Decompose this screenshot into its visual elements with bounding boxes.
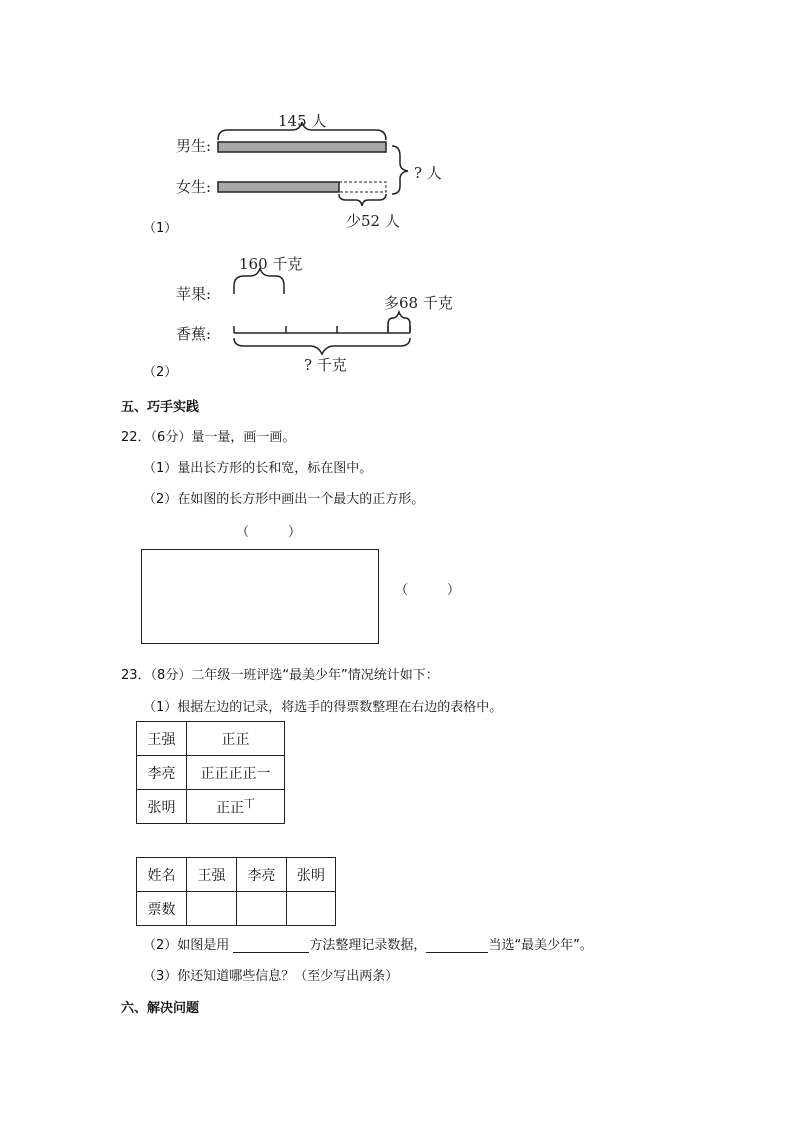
table-row — [137, 756, 285, 790]
vote-count-table — [136, 857, 336, 926]
length-answer-paren: （ ） — [236, 525, 302, 540]
winner-blank[interactable] — [426, 938, 488, 953]
apple-weight-label: 160 千克 — [239, 255, 303, 273]
tally-marks: 正正 — [187, 722, 285, 756]
question-22-sub2: （2）在如图的长方形中画出一个最大的正方形。 — [143, 492, 425, 507]
question-23-sub3: （3）你还知道哪些信息？（至少写出两条） — [143, 969, 399, 984]
boys-label: 男生: — [176, 137, 212, 155]
table-row — [137, 858, 336, 892]
question-22-stem: 22．（6分）量一量，画一画。 — [121, 430, 296, 445]
table-row — [137, 722, 285, 756]
row-votes-label: 票数 — [137, 892, 187, 926]
bar-diagram-1 — [0, 0, 794, 240]
question-23-stem: 23．（8分）二年级一班评选“最美少年”情况统计如下： — [121, 668, 439, 683]
question-kg: ? 千克 — [304, 356, 347, 374]
line-diagram-2 — [0, 240, 794, 380]
sub2-text-a: （2）如图是用 — [143, 938, 230, 953]
tally-marks: 正正 — [216, 800, 244, 817]
header-liliang: 李亮 — [237, 858, 287, 892]
diagram2-index: （2） — [143, 365, 178, 380]
banana-label: 香蕉: — [176, 325, 212, 343]
tally-marks-cell — [187, 790, 285, 824]
header-name: 姓名 — [137, 858, 187, 892]
question-people: ? 人 — [414, 164, 442, 182]
section-6-heading: 六、解决问题 — [121, 1001, 200, 1016]
votes-wangqiang-input[interactable] — [187, 892, 237, 926]
less-52-label: 少52 人 — [346, 212, 400, 230]
question-23-sub2 — [143, 934, 593, 953]
tally-name: 李亮 — [137, 756, 187, 790]
header-wangqiang: 王强 — [187, 858, 237, 892]
table-row — [137, 790, 285, 824]
header-zhangming: 张明 — [287, 858, 336, 892]
table-row — [137, 892, 336, 926]
question-23-sub1: （1）根据左边的记录，将选手的得票数整理在右边的表格中。 — [143, 700, 503, 715]
question-22-sub1: （1）量出长方形的长和宽，标在图中。 — [143, 461, 373, 476]
more-68-label: 多68 千克 — [384, 294, 453, 312]
girls-label: 女生: — [176, 178, 212, 196]
section-5-heading: 五、巧手实践 — [121, 400, 200, 415]
width-answer-paren: （ ） — [395, 583, 461, 598]
tally-record-table — [136, 721, 285, 824]
sub2-text-c: 当选“最美少年”。 — [488, 938, 593, 953]
tally-partial-mark: 丅 — [244, 797, 255, 811]
tally-name: 王强 — [137, 722, 187, 756]
diagram1-index: （1） — [143, 221, 178, 236]
votes-liliang-input[interactable] — [237, 892, 287, 926]
votes-zhangming-input[interactable] — [287, 892, 336, 926]
total-boys-label: 145 人 — [278, 112, 327, 130]
tally-marks: 正正正正一 — [187, 756, 285, 790]
rectangle-figure — [141, 549, 379, 644]
method-blank[interactable] — [233, 938, 309, 953]
tally-name: 张明 — [137, 790, 187, 824]
sub2-text-b: 方法整理记录数据， — [309, 938, 427, 953]
apple-label: 苹果: — [176, 285, 212, 303]
